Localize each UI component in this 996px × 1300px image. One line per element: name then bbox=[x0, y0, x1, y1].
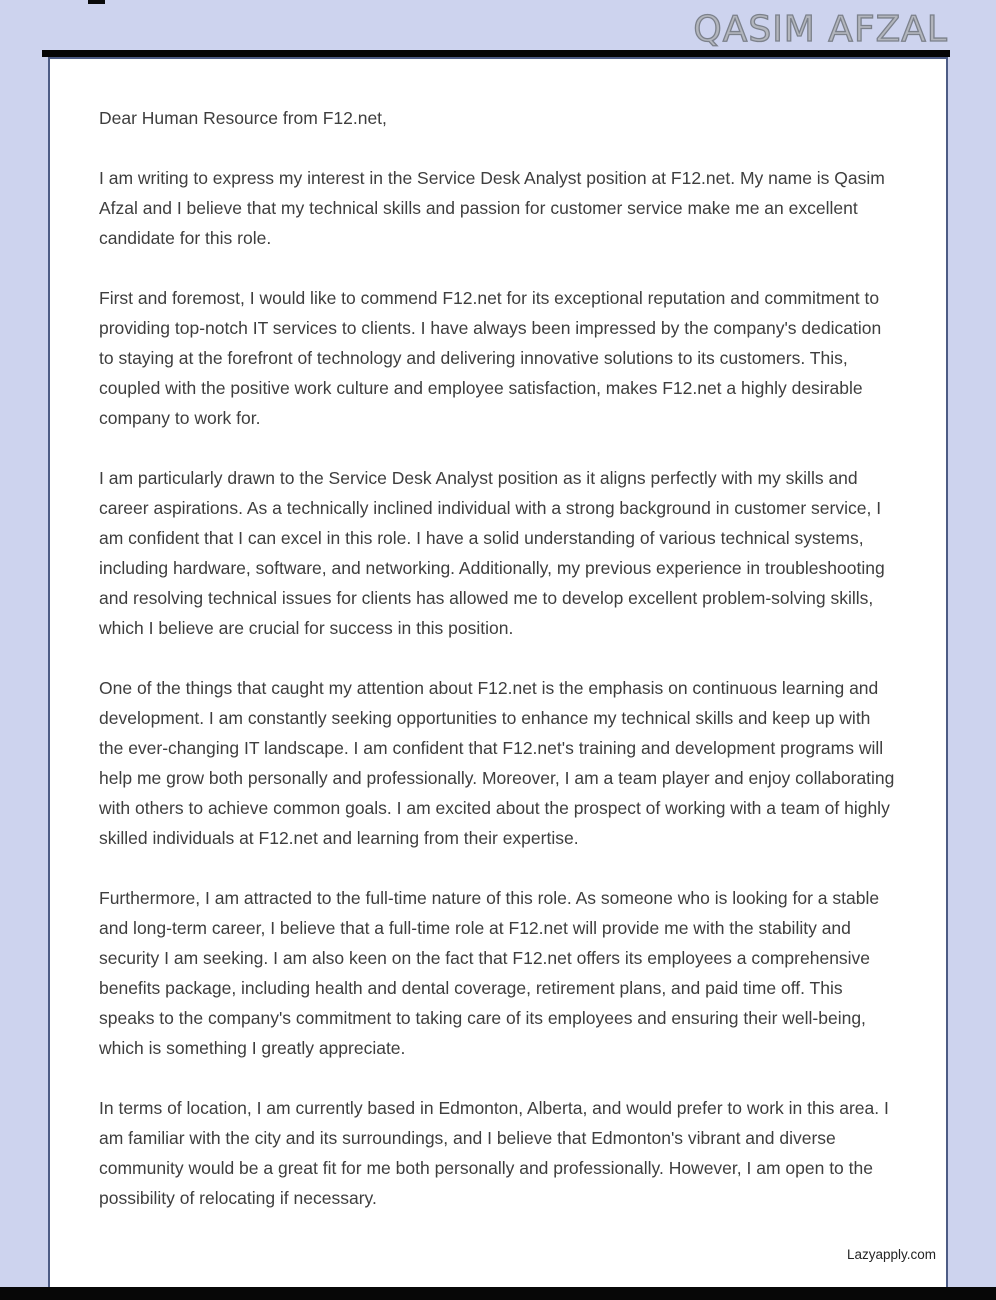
letter-paragraph: First and foremost, I would like to commend F12.net for its exceptional reputation and commitment to providing top-notch IT services to clients. I have always been impressed by the company's dedication to staying at the forefront of technology and delivering innovative solutions to its customers. This, coupled with the positive work culture and employee satisfaction, makes F12.net a highly desirable company to work for. bbox=[99, 288, 882, 428]
letter-body bbox=[99, 103, 897, 1213]
letter-paragraph: In terms of location, I am currently based in Edmonton, Alberta, and would prefer to work in this area. I am familiar with the city and its surroundings, and I believe that Edmonton's vibrant and diverse community would be a great fit for me both personally and professionally. However, I am open to the possibility of relocating if necessary. bbox=[99, 1098, 889, 1208]
letter-paragraph: One of the things that caught my attention about F12.net is the emphasis on continuous learning and development. I am constantly seeking opportunities to enhance my technical skills and keep up with the ever-changing IT landscape. I am confident that F12.net's training and development programs will help me grow both personally and professionally. Moreover, I am a team player and enjoy collaborating with others to achieve common goals. I am excited about the prospect of working with a team of highly skilled individuals at F12.net and learning from their expertise. bbox=[99, 678, 895, 848]
letter-panel bbox=[48, 57, 948, 1300]
letter-salutation: Dear Human Resource from F12.net, bbox=[99, 108, 387, 128]
header-rule bbox=[42, 50, 950, 57]
bottom-bar bbox=[0, 1287, 996, 1300]
watermark-link[interactable]: Lazyapply.com bbox=[846, 1247, 936, 1262]
letter-paragraph: I am writing to express my interest in the Service Desk Analyst position at F12.net. My name is Qasim Afzal and I believe that my technical skills and passion for customer service make me an excellent candidate for this role. bbox=[99, 168, 885, 248]
letter-paragraph: Furthermore, I am attracted to the full-time nature of this role. As someone who is looking for a stable and long-term career, I believe that a full-time role at F12.net will provide me with the stability and security I am seeking. I am also keen on the fact that F12.net offers its employees a comprehensive benefits package, including health and dental coverage, retirement plans, and paid time off. This speaks to the company's commitment to taking care of its employees and ensuring their well-being, which is something I greatly appreciate. bbox=[99, 888, 880, 1058]
top-edge-mark bbox=[88, 0, 105, 4]
author-name: QASIM AFZAL bbox=[693, 9, 948, 50]
letter-paragraph: I am particularly drawn to the Service Desk Analyst position as it aligns perfectly with my skills and career aspirations. As a technically inclined individual with a strong background in customer service, I am confident that I can excel in this role. I have a solid understanding of various technical systems, including hardware, software, and networking. Additionally, my previous experience in troubleshooting and resolving technical issues for clients has allowed me to develop excellent problem-solving skills, which I believe are crucial for success in this position. bbox=[99, 468, 885, 638]
